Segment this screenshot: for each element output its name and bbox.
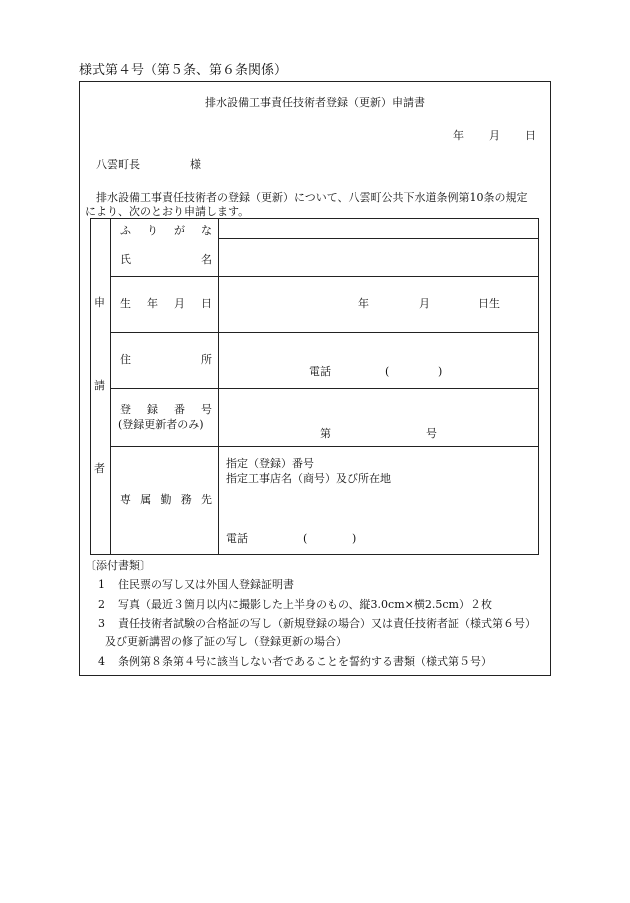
workplace-phone-label: 電話 <box>226 532 248 545</box>
form-title: 排水設備工事責任技術者登録（更新）申請書 <box>205 96 425 109</box>
registration-number-label: 登 録 番 号 <box>120 403 212 416</box>
date-month: 月 <box>489 129 500 142</box>
registration-number-note: (登録更新者のみ) <box>118 418 204 431</box>
applicant-label-3: 者 <box>94 462 105 475</box>
workplace-phone-open-paren: ( <box>303 532 308 545</box>
furigana-label: ふ り が な <box>120 224 212 237</box>
furigana-input[interactable] <box>220 220 540 238</box>
address-label: 住 所 <box>120 353 212 366</box>
address-phone-close-paren: ) <box>438 365 443 378</box>
applicant-label-2: 請 <box>94 379 105 392</box>
birth-day-suffix: 日生 <box>478 297 500 310</box>
addressee-honorific: 様 <box>190 158 201 171</box>
form-number: 様式第４号（第５条、第６条関係） <box>79 63 288 78</box>
birth-year-suffix: 年 <box>358 297 369 310</box>
registration-number-prefix: 第 <box>320 427 331 440</box>
date-year: 年 <box>453 129 464 142</box>
address-phone-label: 電話 <box>309 365 331 378</box>
registration-number-suffix: 号 <box>426 427 437 440</box>
date-day: 日 <box>525 129 536 142</box>
name-input[interactable] <box>220 241 540 276</box>
body-line-2: により、次のとおり申請します。 <box>85 205 250 218</box>
birth-date-label: 生 年 月 日 <box>120 297 212 310</box>
address-phone-open-paren: ( <box>385 365 390 378</box>
applicant-label-1: 申 <box>94 296 105 309</box>
addressee-name: 八雲町長 <box>96 158 140 171</box>
name-label: 氏 名 <box>120 253 212 266</box>
designation-number-label: 指定（登録）番号 <box>226 457 314 470</box>
workplace-phone-close-paren: ) <box>352 532 357 545</box>
attachments-heading: 〔添付書類〕 <box>85 559 151 572</box>
body-line-1: 排水設備工事責任技術者の登録（更新）について、八雲町公共下水道条例第10条の規定 <box>96 191 528 204</box>
birth-month-suffix: 月 <box>419 297 430 310</box>
workplace-label: 専 属 勤 務 先 <box>120 493 212 506</box>
shop-name-label: 指定工事店名（商号）及び所在地 <box>226 472 391 485</box>
